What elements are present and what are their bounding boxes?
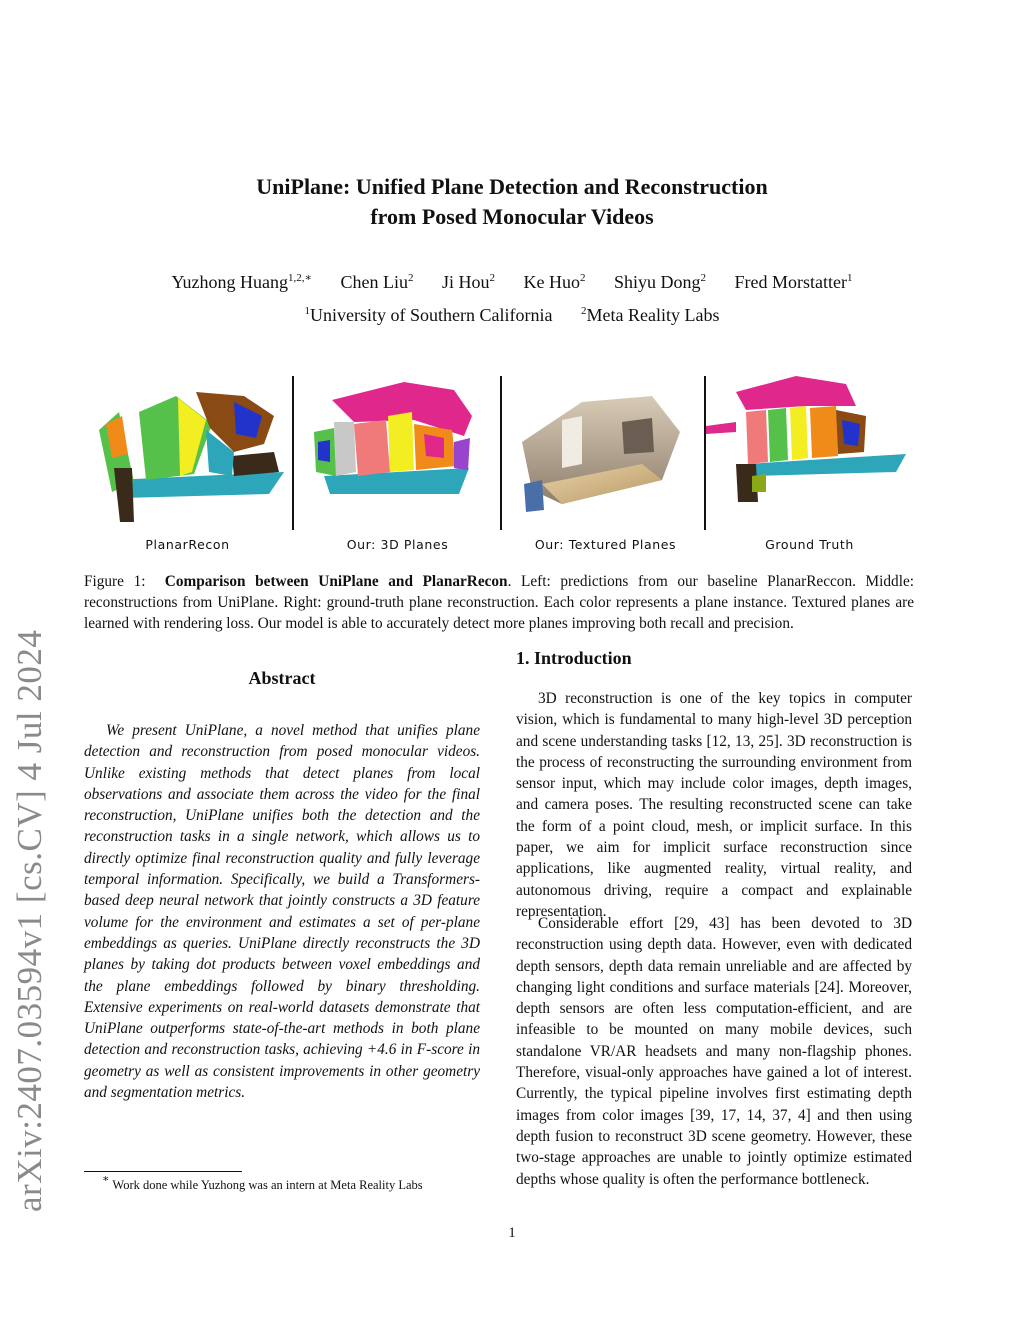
abstract-text: We present UniPlane, a novel method that unifies plane detection and reconstruction from posed monocular videos. Unlike existing methods that detect planes from local observations and associate them across the video for the final reconstruction, UniPlane unifies both the detection and the reconstruction tasks in a single network, which allows us to directly optimize final reconstruction quality and fully leverage temporal information. Specifically, we build a Transformers-based deep neural network that jointly constructs a 3D feature volume for the environment and estimates a set of per-plane embeddings as queries. UniPlane directly reconstructs the 3D planes by taking dot products between voxel embeddings and the plane embeddings followed by binary thresholding. Extensive experiments on real-world datasets demonstrate that UniPlane outperforms state-of-the-art methods in both plane detection and reconstruction tasks, achieving +4.6 in F-score in geometry as well as consistent improvements in other geometry and segmentation metrics.: [84, 722, 480, 1102]
plane-salmon: [354, 420, 390, 476]
plane-yellow: [388, 412, 414, 472]
author: Ke Huo$^2$: [523, 272, 586, 292]
plane-magenta-small: [424, 434, 444, 458]
figure-label-ground-truth: Ground Truth: [765, 537, 854, 552]
caption-bold: Comparison between UniPlane and PlanarRecon: [164, 573, 508, 590]
author-list: [0, 268, 1024, 296]
plane-yellow: [790, 406, 808, 460]
affiliation: $^1$University of Southern California: [304, 305, 553, 325]
section-heading-introduction: 1. Introduction: [516, 648, 632, 668]
figure-panel-planarrecon: [84, 372, 291, 532]
intro-paragraph-1: 3D reconstruction is one of the key topics in computer vision, which is fundamental to many high-level 3D perception and scene understanding tasks [12, 13, 25]. 3D reconstruction is the process of reconstructing the surrounding environment from sensor input, which may include color images, depth images, and camera poses. The resulting reconstructed scene can take the form of a point cloud, mesh, or implicit surface. In this paper, we aim for implicit surface reconstruction since applications, like augmented reality, virtual reality, and autonomous driving, require a compact and explainable representation.: [516, 690, 912, 920]
figure-caption: [84, 571, 914, 634]
caption-rest: . Left: predictions from our baseline PlanarReccon. Middle: reconstructions from UniPlane. Right: ground-truth plane reconstruction. Each color represents a plane instance. Textured planes are learned with rendering loss. Our model is able to accurately detect more planes improving both recall and precision.: [84, 573, 914, 632]
textured-fridge: [562, 416, 582, 468]
plane-magenta-left: [706, 422, 736, 434]
author: Ji Hou$^2$: [441, 272, 495, 292]
textured-window: [524, 480, 544, 512]
figure-panel-ground-truth: [706, 372, 913, 532]
title-line-1: UniPlane: Unified Plane Detection and Reconstruction: [256, 174, 768, 199]
plane-gray-wall: [334, 422, 356, 476]
arxiv-stamp: [10, 629, 49, 1213]
author: Chen Liu$^2$: [340, 272, 414, 292]
author: Shiyu Dong$^2$: [613, 272, 706, 292]
plane-dark-box: [232, 452, 279, 476]
figure-1: [84, 372, 914, 562]
page-number: 1: [508, 1225, 516, 1241]
affiliation-list: [0, 301, 1024, 329]
abstract-heading: Abstract: [248, 668, 316, 688]
footnote: [102, 1173, 423, 1193]
arxiv-stamp-text: arXiv:2407.03594v1 [cs.CV] 4 Jul 2024: [10, 629, 49, 1212]
author: Fred Morstatter$^1$: [734, 272, 853, 292]
plane-purple: [454, 438, 470, 470]
paper-title: [0, 172, 1024, 232]
figure-panel-3d-planes: [294, 372, 501, 532]
affiliation: $^2$Meta Reality Labs: [581, 305, 720, 325]
figure-label-planarrecon: PlanarRecon: [145, 537, 230, 552]
plane-salmon: [746, 410, 768, 464]
plane-blue: [318, 440, 330, 462]
footnote-text: Work done while Yuzhong was an intern at Meta Reality Labs: [112, 1178, 423, 1192]
plane-green: [768, 408, 788, 462]
figure-panel-textured-planes: [502, 372, 709, 532]
plane-blue: [842, 420, 860, 446]
figure-label-textured-planes: Our: Textured Planes: [534, 537, 677, 552]
plane-orange: [810, 406, 838, 458]
plane-olive: [752, 474, 766, 492]
plane-floor: [114, 472, 284, 498]
figure-label-3d-planes: Our: 3D Planes: [346, 537, 449, 552]
footnote-mark: ∗: [102, 1173, 110, 1185]
textured-cabinet: [622, 418, 654, 454]
plane-dark-post: [114, 468, 134, 522]
author: Yuzhong Huang$^{1,2,∗}$: [171, 272, 312, 292]
title-line-2: from Posed Monocular Videos: [370, 204, 654, 229]
intro-paragraph-2: Considerable effort [29, 43] has been devoted to 3D reconstruction using depth data. However, even with dedicated depth sensors, depth data remain unreliable and are affected by changing light conditions and surface materials [24]. Moreover, depth sensors are often less computation-efficient, and are infeasible to be mounted on many mobile devices, such standalone VR/AR headsets and many non-flagship phones. Therefore, visual-only approaches have gained a lot of interest. Currently, the typical pipeline involves first estimating depth images from color images [39, 17, 14, 37, 4] and then using depth fusion to reconstruct 3D scene geometry. However, these two-stage approaches are unable to jointly optimize estimated depths whose quality is often the performance bottleneck.: [516, 915, 912, 1188]
caption-prefix: Figure 1:: [84, 573, 146, 590]
plane-magenta-ceiling: [736, 376, 856, 410]
footnote-rule: [84, 1171, 242, 1172]
